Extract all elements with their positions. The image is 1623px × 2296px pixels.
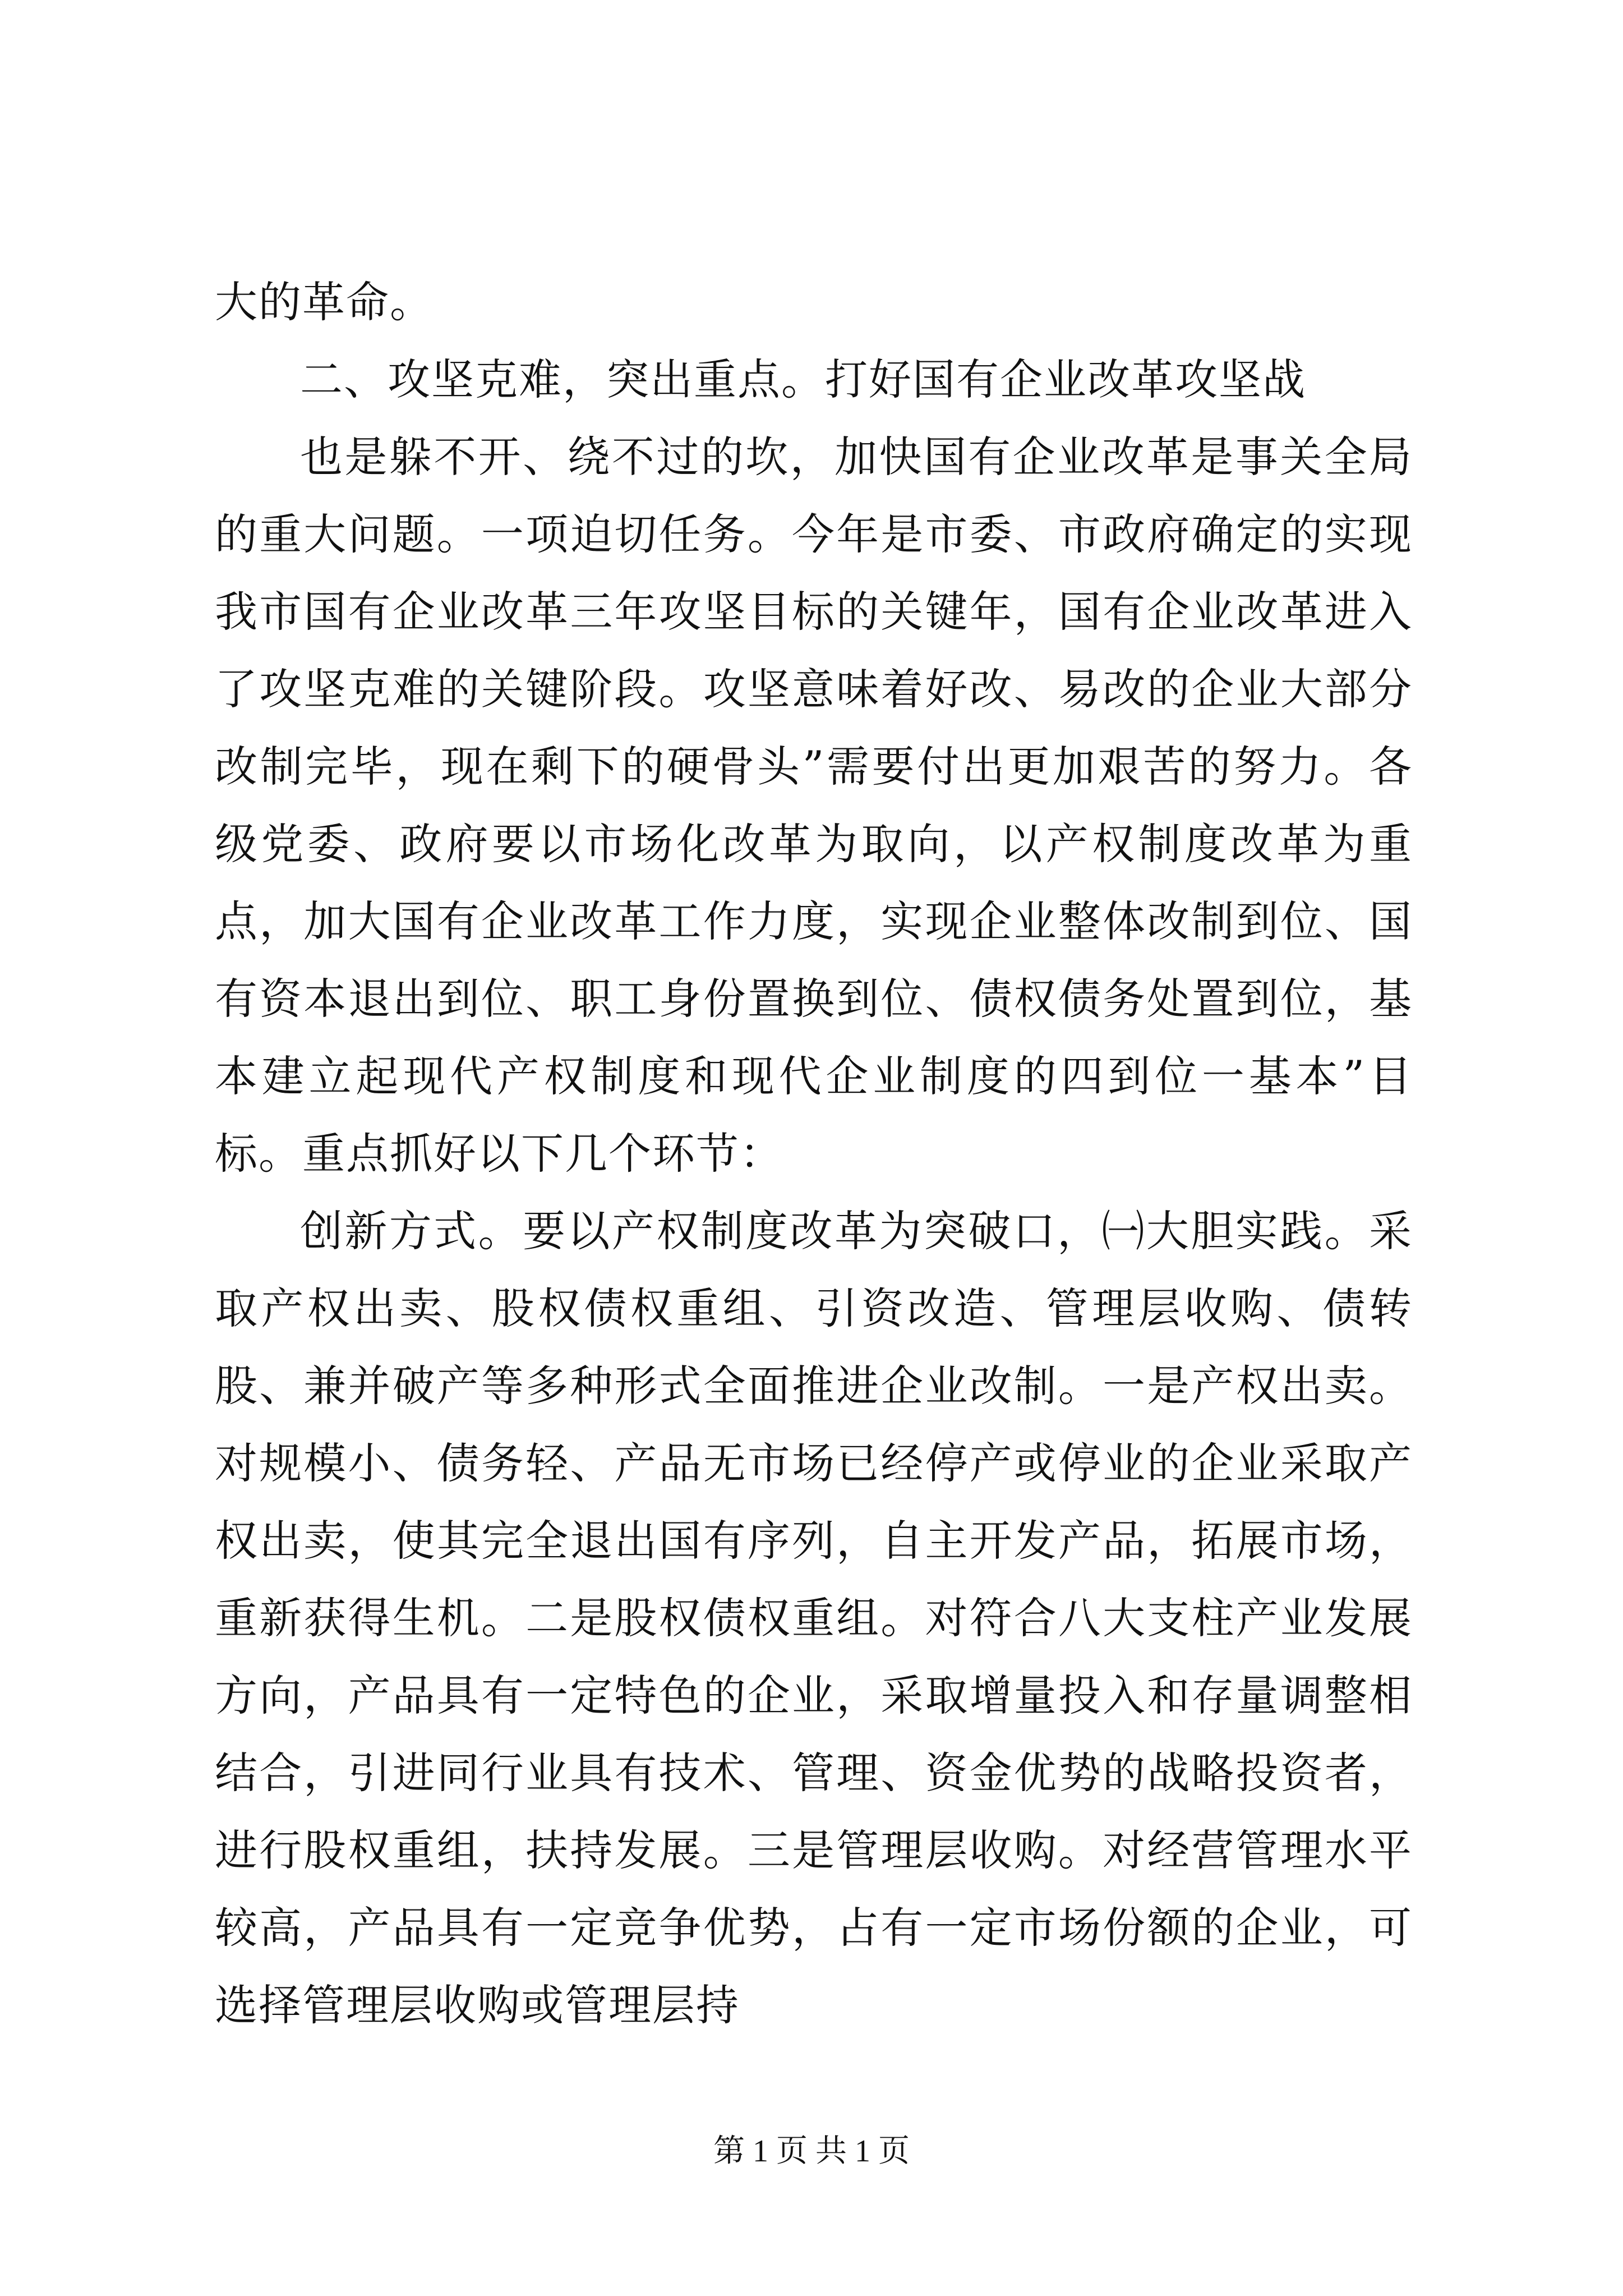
paragraph-continuation: 大的革命。	[215, 277, 434, 327]
paragraph-innovation-methods: 创新方式。要以产权制度改革为突破口，㈠大胆实践。采取产权出卖、股权债权重组、引资改造、管理层收购、债转股、兼并破产等多种形式全面推进企业改制。一是产权出卖。对规模小、债务轻、产品无市场已经停产或停业的企业采取产权出卖，使其完全退出国有序列，自主开发产品，拓展市场，重新获得生机。二是股权债权重组。对符合八大支柱产业发展方向，产品具有一定特色的企业，采取增量投入和存量调整相结合，引进同行业具有技术、管理、资金优势的战略投资者，进行股权重组，扶持发展。三是管理层收购。对经营管理水平较高，产品具有一定竞争优势，占有一定市场份额的企业，可选择管理层收购或管理层持	[215, 1206, 1413, 2030]
paragraph-reform-overview: 也是躲不开、绕不过的坎，加快国有企业改革是事关全局的重大问题。一项迫切任务。今年是市委、市政府确定的实现我市国有企业改革三年攻坚目标的关键年，国有企业改革进入了攻坚克难的关键阶段。攻坚意味着好改、易改的企业大部分改制完毕，现在剩下的硬骨头”需要付出更加艰苦的努力。各级党委、政府要以市场化改革为取向，以产权制度改革为重点，加大国有企业改革工作力度，实现企业整体改制到位、国有资本退出到位、职工身份置换到位、债权债务处置到位，基本建立起现代产权制度和现代企业制度的四到位一基本”目标。重点抓好以下几个环节：	[215, 432, 1413, 1179]
document-body	[215, 264, 1413, 2044]
page-footer: 第 1 页 共 1 页	[713, 2134, 910, 2169]
section-heading: 二、攻坚克难，突出重点。打好国有企业改革攻坚战	[300, 355, 1306, 404]
